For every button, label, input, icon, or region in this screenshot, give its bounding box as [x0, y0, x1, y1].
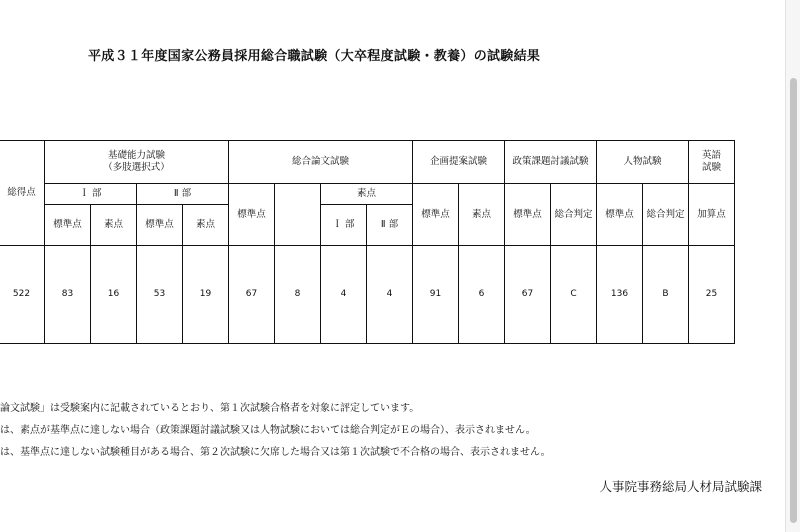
- value-essay-raw: 8: [275, 246, 321, 344]
- table-row: [0, 246, 735, 344]
- header-policy-std: 標準点: [505, 184, 551, 246]
- header-policy-judgement: 総合判定: [551, 184, 597, 246]
- note-3: は、基準点に達しない試験種目がある場合、第２次試験に欠席した場合又は第１次試験で不合格の場合、表示されません。: [0, 447, 551, 458]
- header-basic-ability: [45, 141, 229, 184]
- value-basic1-raw: 16: [91, 246, 137, 344]
- page-title: 平成３１年度国家公務員採用総合職試験（大卒程度試験・教養）の試験結果: [88, 49, 541, 64]
- header-personnel-std: 標準点: [597, 184, 643, 246]
- header-total-score: 総得点: [0, 141, 45, 246]
- value-basic2-std: 53: [137, 246, 183, 344]
- header-planning: 企画提案試験: [413, 141, 505, 184]
- value-personnel-std: 136: [597, 246, 643, 344]
- header-english-bonus: 加算点: [689, 184, 735, 246]
- header-english: [689, 141, 735, 184]
- notes: [0, 398, 551, 464]
- value-policy-judgement: C: [551, 246, 597, 344]
- header-planning-std: 標準点: [413, 184, 459, 246]
- value-english-bonus: 25: [689, 246, 735, 344]
- header-essay-std: 標準点: [229, 184, 275, 246]
- note-2: は、素点が基準点に達しない場合（政策課題討議試験又は人物試験においては総合判定がＥの場合）、表示されません。: [0, 425, 536, 436]
- header-essay-part1: Ｉ 部: [321, 205, 367, 246]
- header-essay-raw: 素点: [321, 184, 413, 205]
- signature: 人事院事務総局人材局試験課: [599, 479, 762, 494]
- value-total: 522: [0, 246, 45, 344]
- value-basic2-raw: 19: [183, 246, 229, 344]
- header-basic-part1: Ｉ 部: [45, 184, 137, 205]
- header-english-line1: 英語: [701, 150, 721, 162]
- value-essay-std: 67: [229, 246, 275, 344]
- header-planning-raw: 素点: [459, 184, 505, 246]
- header-essay-blank: [275, 184, 321, 246]
- value-essay-raw2: 4: [367, 246, 413, 344]
- value-planning-raw: 6: [459, 246, 505, 344]
- note-1: 論文試験」は受験案内に記載されているとおり、第１次試験合格者を対象に評定しています。: [0, 403, 420, 414]
- scrollbar-thumb[interactable]: [790, 78, 797, 523]
- header-essay: 総合論文試験: [229, 141, 413, 184]
- header-english-line2: 試験: [701, 162, 721, 173]
- header-policy: 政策課題討議試験: [505, 141, 597, 184]
- header-basic2-raw: 素点: [183, 205, 229, 246]
- header-essay-part2: Ⅱ 部: [367, 205, 413, 246]
- header-basic-part2: Ⅱ 部: [137, 184, 229, 205]
- value-basic1-std: 83: [45, 246, 91, 344]
- value-policy-std: 67: [505, 246, 551, 344]
- value-personnel-judgement: B: [643, 246, 689, 344]
- value-planning-std: 91: [413, 246, 459, 344]
- header-basic-ability-name: 基礎能力試験: [107, 150, 165, 162]
- header-basic1-std: 標準点: [45, 205, 91, 246]
- vertical-scrollbar[interactable]: [785, 0, 800, 532]
- results-table: [0, 140, 735, 344]
- header-basic-ability-sub: （多肢選択式）: [103, 162, 170, 173]
- value-essay-raw1: 4: [321, 246, 367, 344]
- header-personnel-judgement: 総合判定: [643, 184, 689, 246]
- header-personnel: 人物試験: [597, 141, 689, 184]
- header-basic1-raw: 素点: [91, 205, 137, 246]
- header-basic2-std: 標準点: [137, 205, 183, 246]
